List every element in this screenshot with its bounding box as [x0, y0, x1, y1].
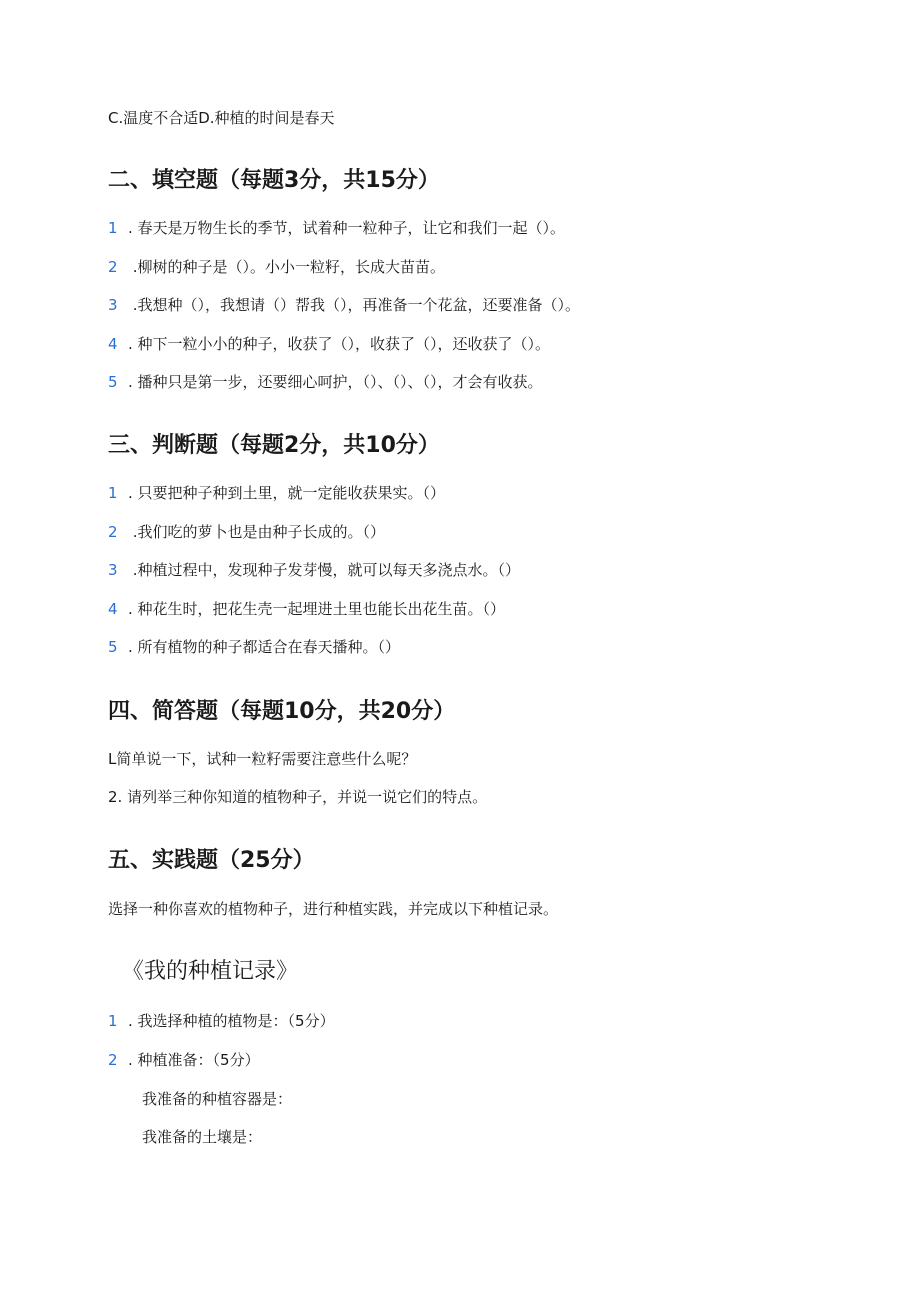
item-number: 2 [108, 523, 118, 541]
item-text: .柳树的种子是（）。小小一粒籽，长成大苗苗。 [128, 258, 446, 276]
item-text: . 春天是万物生长的季节，试着种一粒种子，让它和我们一起（）。 [128, 219, 566, 237]
item-text: . 只要把种子种到土里，就一定能收获果实。（） [128, 484, 446, 502]
item-number: 2 [108, 258, 118, 276]
item-text: . 所有植物的种子都适合在春天播种。（） [128, 638, 401, 656]
judge-item-2 [108, 522, 385, 542]
item-number: 1 [108, 484, 118, 502]
item-number: 4 [108, 335, 118, 353]
fill-item-5 [108, 372, 543, 392]
record-item-1 [108, 1011, 335, 1031]
record-item-2 [108, 1050, 260, 1070]
item-text: . 播种只是第一步，还要细心呵护，（）、（）、（），才会有收获。 [128, 373, 543, 391]
section-2-heading: 二、填空题（每题3分，共15分） [108, 168, 440, 193]
fill-item-1 [108, 218, 565, 238]
item-text: . 种下一粒小小的种子，收获了（），收获了（），还收获了（）。 [128, 335, 551, 353]
short-answer-1: L简单说一下，试种一粒籽需要注意些什么呢？ [108, 750, 417, 768]
item-number: 1 [108, 1012, 118, 1030]
short-answer-2: 2. 请列举三种你知道的植物种子，并说一说它们的特点。 [108, 788, 488, 806]
item-number: 4 [108, 600, 118, 618]
section-4-heading: 四、简答题（每题10分，共20分） [108, 699, 456, 724]
item-number: 5 [108, 638, 118, 656]
section-3-heading: 三、判断题（每题2分，共10分） [108, 433, 440, 458]
item-text: . 我选择种植的植物是：（5分） [128, 1012, 335, 1030]
record-title: 《我的种植记录》 [122, 959, 299, 984]
item-number: 3 [108, 296, 118, 314]
fill-item-3 [108, 295, 580, 315]
judge-item-4 [108, 599, 505, 619]
item-text: . 种植准备：（5分） [128, 1051, 260, 1069]
record-sub-item-2: 我准备的土壤是： [142, 1128, 263, 1146]
record-sub-item-1: 我准备的种植容器是： [142, 1090, 293, 1108]
item-text: .我想种（），我想请（）帮我（），再准备一个花盆，还要准备（）。 [128, 296, 581, 314]
top-line: C.温度不合适D.种植的时间是春天 [108, 109, 335, 127]
judge-item-1 [108, 483, 445, 503]
item-number: 1 [108, 219, 118, 237]
item-text: .我们吃的萝卜也是由种子长成的。（） [128, 523, 386, 541]
item-number: 2 [108, 1051, 118, 1069]
section-5-heading: 五、实践题（25分） [108, 848, 315, 873]
practice-intro: 选择一种你喜欢的植物种子，进行种植实践，并完成以下种植记录。 [108, 900, 559, 918]
fill-item-2 [108, 257, 445, 277]
judge-item-5 [108, 637, 400, 657]
judge-item-3 [108, 560, 520, 580]
item-number: 3 [108, 561, 118, 579]
fill-item-4 [108, 334, 550, 354]
item-text: . 种花生时，把花生壳一起埋进土里也能长出花生苗。（） [128, 600, 506, 618]
item-text: .种植过程中，发现种子发芽慢，就可以每天多浇点水。（） [128, 561, 521, 579]
item-number: 5 [108, 373, 118, 391]
